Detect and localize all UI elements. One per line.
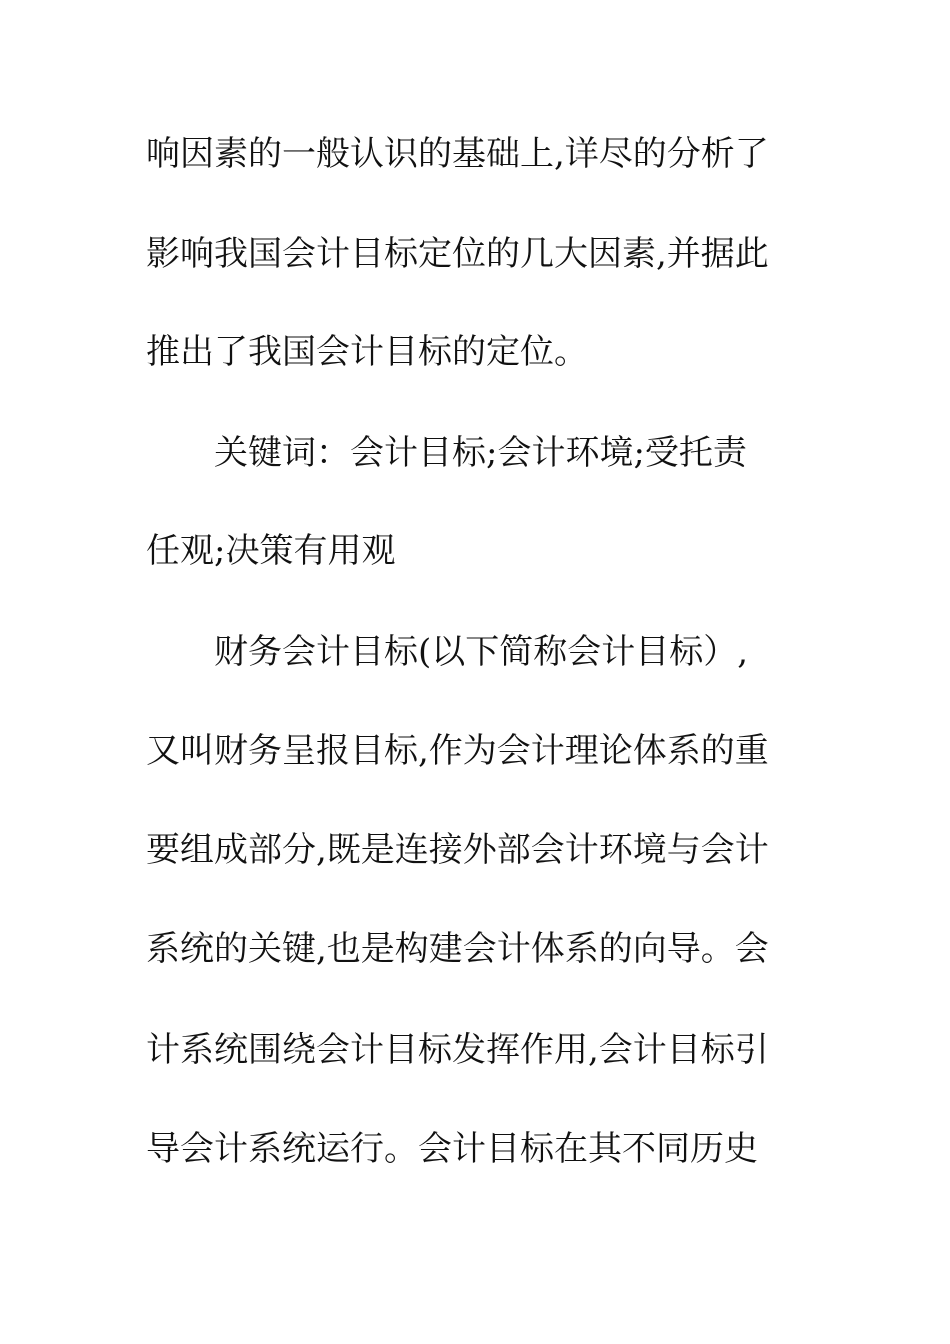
keywords-line-1: 关键词：会计目标;会计环境;受托责 <box>214 433 747 473</box>
body-paragraph-line-5: 计系统围绕会计目标发挥作用,会计目标引 <box>146 1030 769 1070</box>
body-paragraph-line-6: 导会计系统运行。会计目标在其不同历史 <box>146 1129 758 1169</box>
abstract-line-3: 推出了我国会计目标的定位。 <box>146 332 588 372</box>
body-paragraph-line-2: 又叫财务呈报目标,作为会计理论体系的重 <box>146 731 769 771</box>
abstract-line-2: 影响我国会计目标定位的几大因素,并据此 <box>146 234 769 274</box>
body-paragraph-line-4: 系统的关键,也是构建会计体系的向导。会 <box>146 929 769 969</box>
body-paragraph-line-3: 要组成部分,既是连接外部会计环境与会计 <box>146 830 769 870</box>
abstract-line-1: 响因素的一般认识的基础上,详尽的分析了 <box>146 134 769 174</box>
body-paragraph-line-1: 财务会计目标(以下简称会计目标）, <box>214 632 749 672</box>
keywords-line-2: 任观;决策有用观 <box>146 531 396 571</box>
